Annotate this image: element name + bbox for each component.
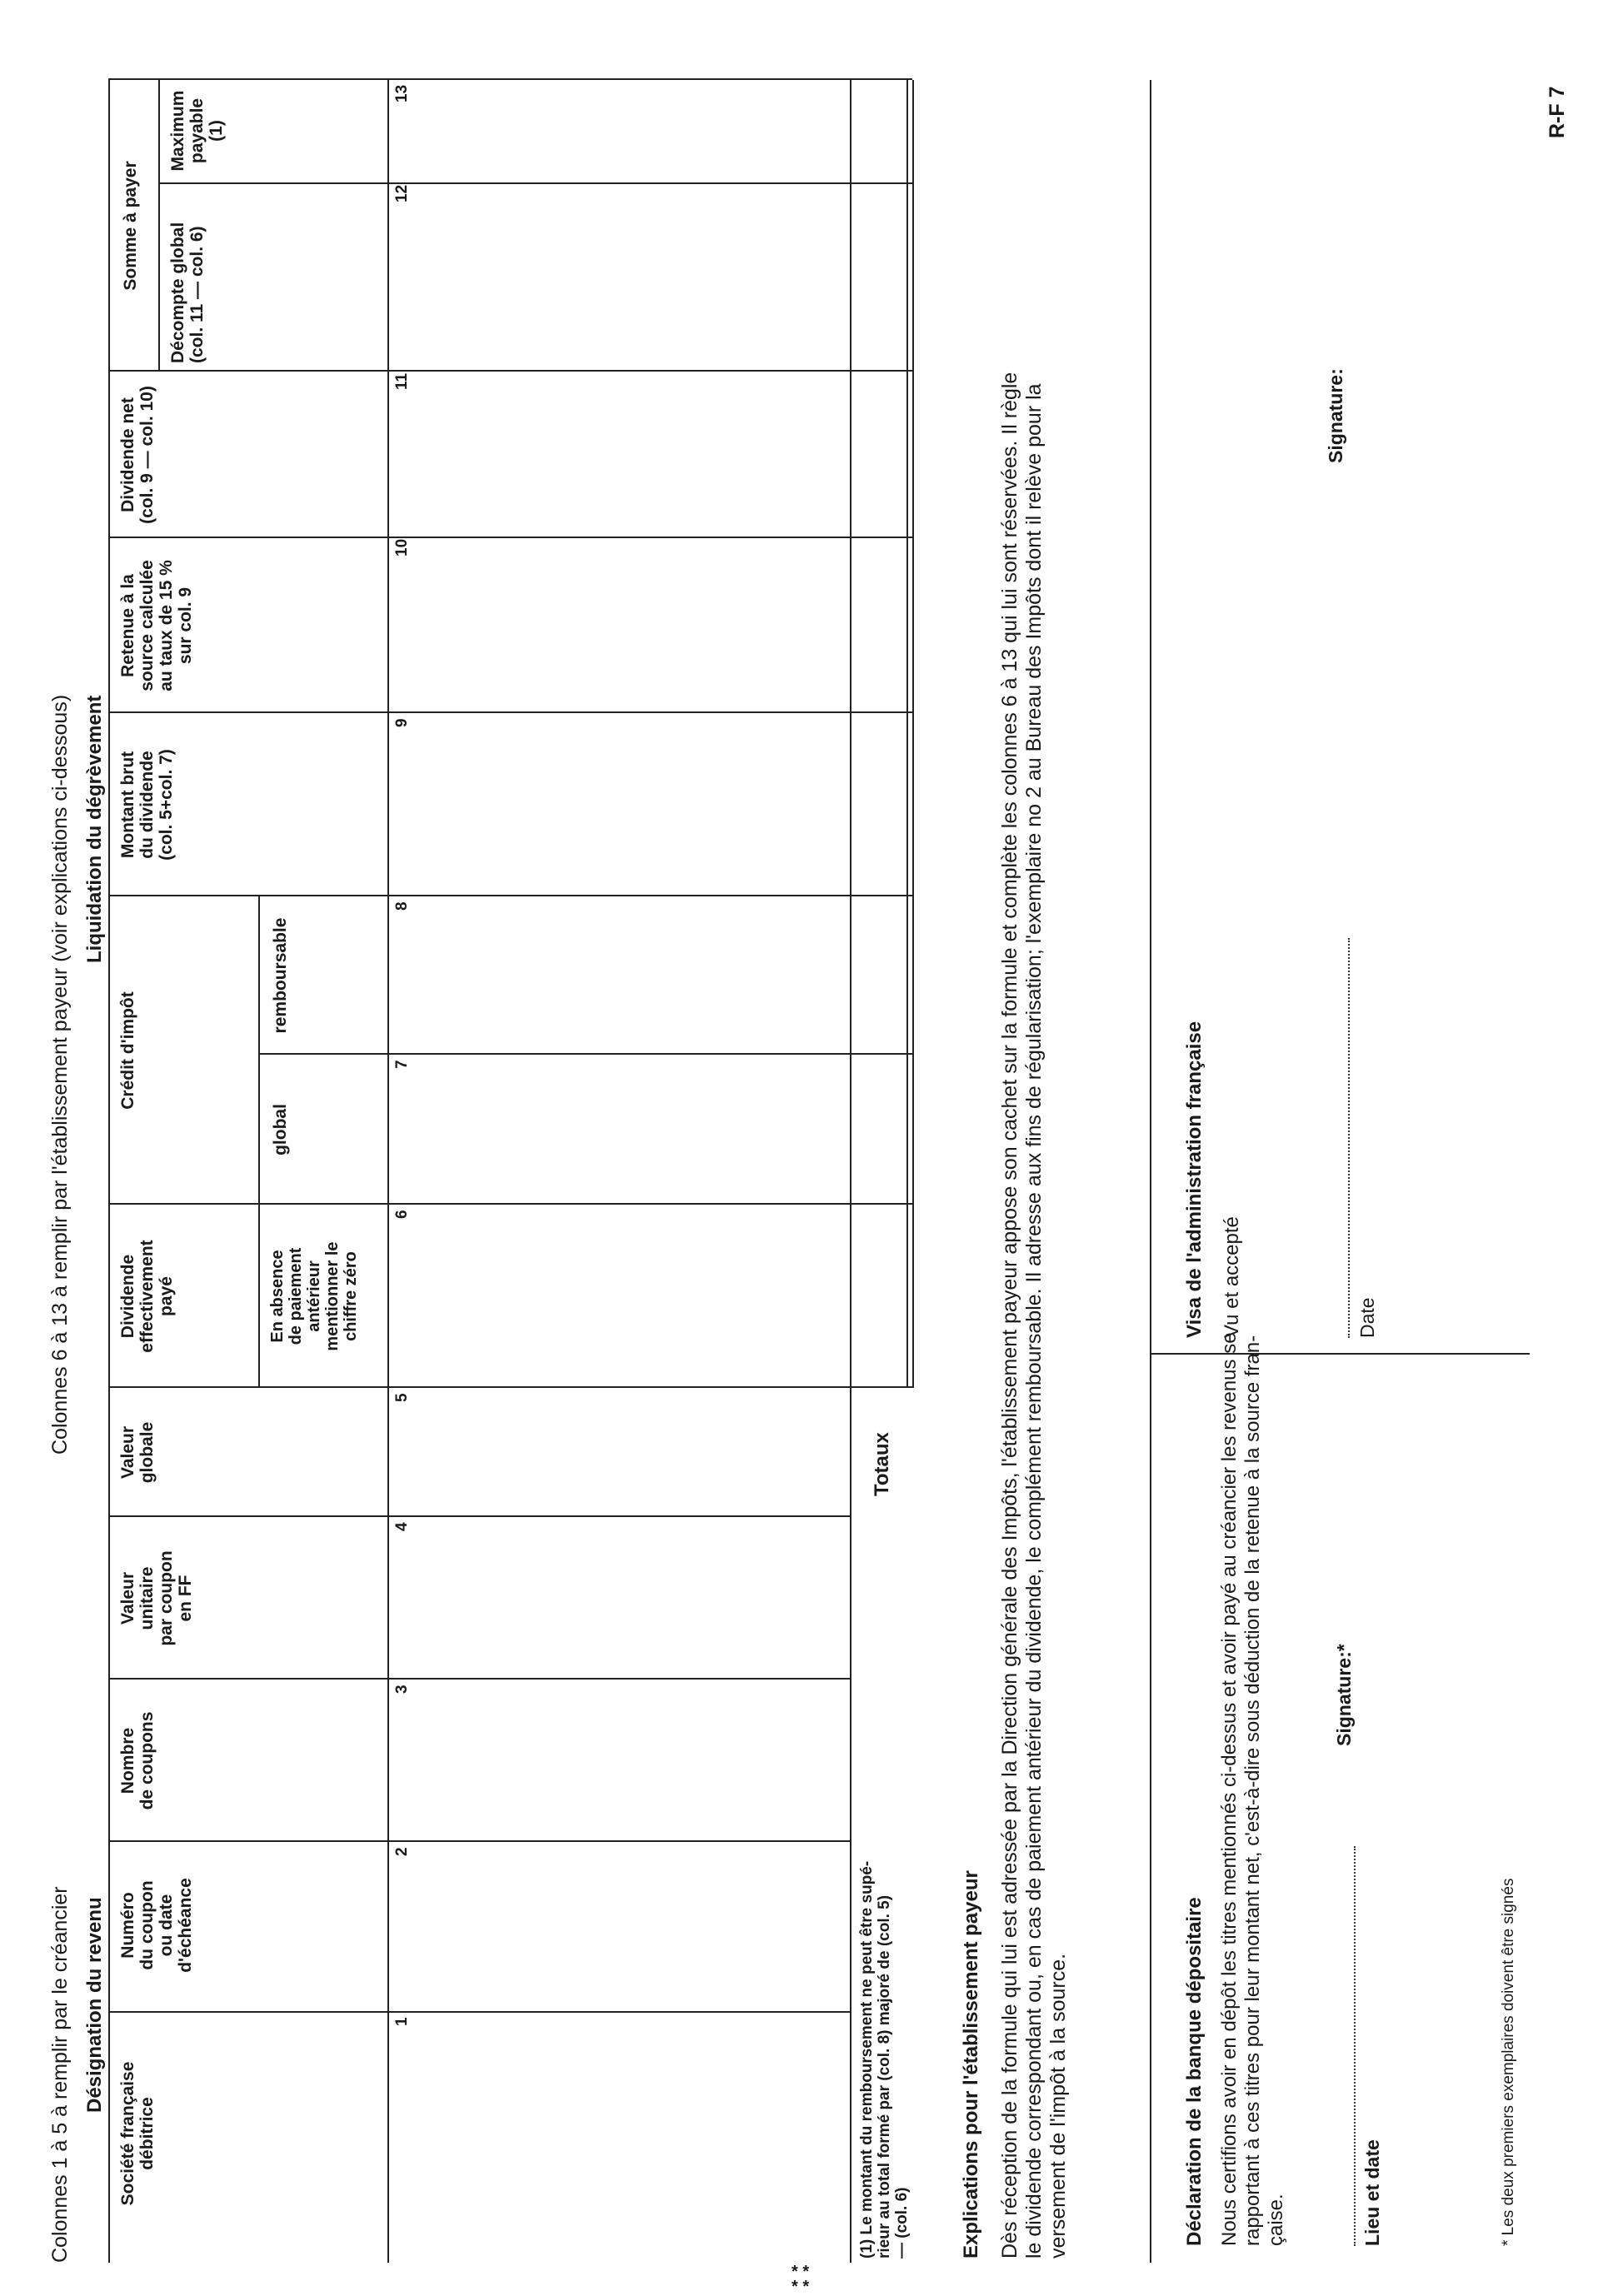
subheader-rule-12-13 — [158, 80, 160, 372]
col2-header: Numéro du coupon ou date d'échéance — [118, 1878, 195, 1973]
table-bottom-rule — [850, 80, 851, 2263]
totals-bottom-rule — [912, 80, 914, 1388]
col12-header: Décompte global (col. 11 — col. 6) — [168, 222, 207, 363]
col-sep-10 — [108, 537, 912, 538]
right-section-subtitle: Liquidation du dégrèvement — [83, 695, 106, 963]
col-sep-7 — [258, 1053, 912, 1055]
col-sep-1 — [108, 2011, 850, 2013]
declaration-signature-label: Signature:* — [1333, 1644, 1355, 1746]
lower-section-divider — [1150, 1353, 1530, 1355]
subheader-rule-6-8 — [258, 896, 260, 1388]
margin-asterisks: * * * * — [792, 2263, 810, 2296]
visa-date-line — [1348, 938, 1350, 1338]
left-section-title: Colonnes 1 à 5 à remplir par le créancier — [48, 1886, 72, 2263]
form-code: R-F 7 — [1546, 86, 1569, 138]
col10-number: 10 — [393, 538, 411, 557]
col4-header: Valeur unitaire par coupon en FF — [118, 1550, 195, 1646]
explications-title: Explications pour l'établissement payeur — [960, 1870, 982, 2259]
col-sep-8 — [108, 895, 912, 896]
credit-impot-group-header: Crédit d'impôt — [118, 991, 137, 1110]
right-section-title: Colonnes 6 à 13 à remplir par l'établissement payeur (voir explications ci-dessous) — [48, 694, 72, 1455]
table-top-rule — [108, 80, 110, 2263]
explications-body: Dès réception de la formule qui lui est adressée par la Direction générale des Impôts, l'établissement payeur appose son cachet sur la formule et complète les colonnes 6 à 13 qui lui sont réservées. Il règle le dividende correspondant ou, en cas de paiement antérieur du dividende, le complément remboursable. Il adresse aux fins de régularisation; l'exemplaire no 2 au Bureau des Impôts dont il relève pour la versement de l'impôt à la source. — [998, 372, 1070, 2259]
table-right-edge — [108, 78, 912, 80]
header-bottom-rule — [387, 80, 389, 2263]
col13-number: 13 — [393, 84, 411, 102]
col7-number: 7 — [393, 1060, 411, 1069]
col-sep-9 — [108, 711, 912, 713]
col1-header: Société française débitrice — [118, 2061, 157, 2206]
col8-number: 8 — [393, 901, 411, 911]
col-sep-3 — [108, 1678, 850, 1680]
somme-group-header: Somme à payer — [121, 161, 140, 291]
place-date-label: Lieu et date — [1361, 2139, 1383, 2246]
col-sep-12 — [158, 182, 912, 184]
col3-header: Nombre de coupons — [118, 1711, 157, 1810]
lower-section-rule — [1150, 80, 1151, 2263]
col5-header: Valeur globale — [118, 1421, 157, 1484]
place-date-line — [1354, 1846, 1356, 2246]
declaration-title: Déclaration de la banque dépositaire — [1183, 1897, 1206, 2246]
totals-label: Totaux — [871, 1432, 893, 1496]
col11-header: Dividende net (col. 9 — col. 10) — [118, 386, 157, 524]
col9-header: Montant brut du dividende (col. 5+col. 7) — [118, 749, 176, 861]
col12-number: 12 — [393, 184, 411, 202]
col-sep-4 — [108, 1515, 850, 1517]
col5-number: 5 — [393, 1393, 411, 1402]
visa-accepted: Vu et accepté — [1221, 1216, 1243, 1338]
visa-date-label: Date — [1356, 1297, 1378, 1338]
col6-subheader: En absence de paiement antérieur mentionner le chiffre zéro — [268, 1241, 360, 1351]
left-section-subtitle: Désignation du revenu — [83, 1897, 106, 2113]
col6-number: 6 — [393, 1210, 411, 1219]
col9-number: 9 — [393, 718, 411, 727]
col2-number: 2 — [393, 1847, 411, 1856]
col6-header: Dividende effectivement payé — [118, 1240, 176, 1353]
col3-number: 3 — [393, 1685, 411, 1694]
col1-number: 1 — [393, 2017, 411, 2026]
col-sep-11 — [108, 370, 912, 372]
col7-header: global — [271, 1104, 290, 1155]
col-sep-5 — [108, 1386, 912, 1388]
col8-header: remboursable — [271, 917, 290, 1034]
footer-note: * Les deux premiers exemplaires doivent être signés — [1500, 1878, 1517, 2246]
col-sep-2 — [108, 1840, 850, 1842]
col4-number: 4 — [393, 1522, 411, 1531]
col-sep-6 — [108, 1203, 912, 1205]
footnote: (1) Le montant du remboursement ne peut être supé- rieur au total formé par (col. 8) majoré de (col. 5) — (col. 6) — [858, 1860, 911, 2259]
col13-header: Maximum payable (1) — [168, 90, 226, 172]
declaration-body: Nous certifions avoir en dépôt les titres mentionnés ci-dessus et avoir payé au créancier les revenus se rapportant à ces titres pour leur montant net, c'est-à-dire sous déduction de la retenue à la source fran- çaise. — [1218, 1332, 1287, 2246]
visa-title: Visa de l'administration française — [1183, 1021, 1206, 1338]
col11-number: 11 — [393, 372, 411, 390]
visa-signature-label: Signature: — [1325, 368, 1346, 463]
totals-bottom-rule-2 — [906, 80, 908, 1388]
col10-header: Retenue à la source calculée au taux de 15 % sur col. 9 — [118, 560, 195, 691]
